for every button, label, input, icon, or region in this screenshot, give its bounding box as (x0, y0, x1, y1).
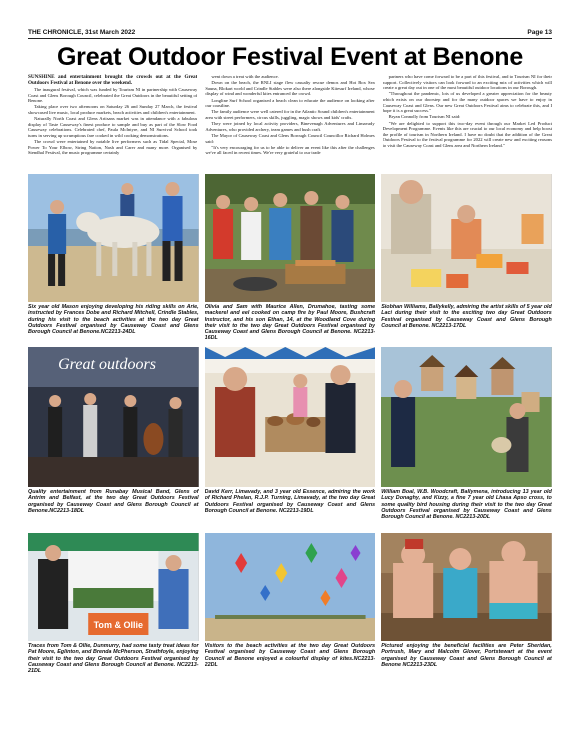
photo-music-stage (28, 347, 199, 487)
caption-campfire-cooking: Olivia and Sam with Maurice Allen, Drumahoe, tasting some mackerel and eel cooked on camp fire by Paul Moore, Bushcraft Instructor, and his son Ethan, 14, at the Woodland Cove during their visit to the two day Great Outdoors Festival organised by Causeway Coast and Glens Borough Council at Benone. NC2213-16DL (204, 304, 376, 342)
article-paragraph: partners who have come forward to be a part of this festival, and to Tourism NI for their support. Collectively visitors can look forward to an exciting mix of activities which will create a great day out in one of the most beautiful outdoor locations in our Borough. (382, 74, 552, 91)
caption-music-stage: Quality entertainment from Runabay Musical Band, Glens of Antrim and Belfast, at the two day Great Outdoors Festival organised by Causeway Coast and Glens Borough Council at Benone.NC2213-18DL (28, 489, 199, 514)
page-header (28, 27, 552, 37)
caption-row-1 (28, 302, 552, 347)
photo-food-stall (28, 533, 199, 641)
article-paragraph: Taking place over two afternoons on Saturday 26 and Sunday 27 March, the festival showcased live music, local produce markets, beach activities and children's entertainment. (28, 104, 198, 115)
photo-kites (205, 533, 376, 641)
caption-art-crafts: Siobhan Williams, Ballykelly, admiring the artist skills of 5 year old Laci during their visit to the exciting two day Great Outdoors Festival organised by Causeway Coast and Glens Borough Council at Benone. NC2213-17DL (381, 304, 552, 329)
photo-grid (28, 174, 552, 687)
photo-campfire-cooking (205, 174, 376, 302)
photo-horse-riding (28, 174, 199, 302)
stall-sign-text: Tom & Ollie (93, 620, 144, 630)
caption-food-stall: Traces from Tom & Ollie, Dunmurry, had some tasty treat ideas for Pat Moore, Eglinton, and Brenda McPherson, Strathfoyle, enjoying their visit to the two day Great Outdoors Festival organised by Causeway Coast and Glens Borough Council at Benone. NC2213-21DL (28, 643, 199, 675)
caption-kites: Visitors to the beach activities at the two day Great Outdoors Festival organised by Causeway Coast and Glens Borough Council at Benone enjoyed a colourful display of kites.NC2213-22DL (204, 643, 376, 668)
caption-wood-turning: David Kerr, Limavady, and 3 year old Essence, admiring the work of Richard Phelan, R.J.P. Turning, Limavady, at the two day Great Outdoors Festival organised by Causeway Coast and Glens Borough Council at Benone. NC2213-19DL (204, 489, 376, 514)
headline: Great Outdoor Festival Event at Benone (56, 43, 524, 71)
article-paragraph: went down a treat with the audience. (211, 74, 279, 79)
article-body (28, 74, 552, 174)
stage-banner-text: Great outdoors (58, 356, 157, 373)
photo-art-crafts (381, 174, 552, 302)
article-column-3 (383, 74, 552, 174)
article-column-1 (28, 74, 197, 174)
caption-bird-houses: William Boal, W.B. Woodcraft, Ballymena, introducing 13 year old Lucy Donaghy, and Kizzy, a fine 7 year old Lhasa Apso cross, to some quality bird housing during their visit to the two day Great Outdoors Festival organised by Causeway Coast and Glens Borough Council at Benone. NC2213-20DL (381, 489, 552, 521)
photo-row-2 (28, 347, 552, 487)
article-paragraph: The inaugural festival, which was funded by Tourism NI in partnership with Causeway Coast and Glens Borough Council, celebrated the Great Outdoors in the beautiful setting of Benone. (28, 87, 198, 104)
photo-sauna-visitors (381, 533, 552, 641)
photo-row-1 (28, 174, 552, 302)
article-column-2 (205, 74, 374, 174)
article-paragraph: Bryan Connolly from Tourism NI said: (388, 114, 461, 120)
caption-row-3 (28, 641, 552, 687)
article-paragraph: The Mayor of Causeway Coast and Glens Borough Council Councillor Richard Holmes said: (205, 132, 375, 144)
photo-bird-houses (381, 347, 552, 487)
article-paragraph: "Throughout the pandemic, lots of us developed a greater appreciation for the beauty which exists on our doorstep and for the many outdoor spaces we have to enjoy in Causeway Coast and Glens. Our new Great Outdoors Festival aims to celebrate this, and I hope it is a great success." (382, 91, 552, 114)
caption-row-2 (28, 487, 552, 533)
article-paragraph: "We are delighted to support this two-day event through our Market Led Product Development Programme. Events like this are crucial to our local economy and help boost the profile of tourism in Northern Ireland. I have no doubt that the addition of the Great Outdoors Festival to the festival programme for 2022 will create new and exciting reasons to visit the Causeway Coast and Glens area and Northern Ireland." (382, 120, 552, 148)
article-paragraph: Longline Surf School organised a beach clean to educate the audience on looking after our coastline. (205, 97, 375, 109)
article-paragraph: The family audience were well catered for in the Atlantic Sound children's entertainment area with street performers, circus skills, juggling, magic shows and kids' crafts. (205, 109, 375, 120)
article-paragraph: Naturally North Coast and Glens Artisans market was in attendance with a fabulous display of Taste Causeway's finest produce to sample and buy as part of the Slow Food Causeway celebrations. Celebrated chef, Paula McIntyre, and NI Survival School took turns in serving up scrumptious fare cooked in wild cooking demonstrations. (28, 116, 198, 138)
article-paragraph: The crowd were entertained by notable live performers such as Tidal Special, Mose Power To Your Elbow, String Nation, Nash and Carer and many more. Organised by Stendhal Festival, the music programme certainly (28, 139, 198, 156)
photo-wood-turning (205, 347, 376, 487)
page-number: Page 13 (527, 28, 552, 36)
article-paragraph: Down on the beach, the RNLI stage flew casualty rescue demos and Hot Box Sea Sauna, Blokart world and Crindle Stables were also there alongside Kitesurf Ireland, whose display of wind and wonderful kites entranced the crowd. (205, 80, 375, 97)
article-lead-paragraph: SUNSHINE and entertainment brought the crowds out at the Great Outdoors Festival at Benone over the weekend. (28, 74, 198, 87)
publication-date: THE CHRONICLE, 31st March 2022 (28, 28, 136, 36)
article-paragraph: "It's very encouraging for us to be able to deliver an event like this after the challenges we've all faced in recent times. We're very grateful to our trade (205, 144, 375, 156)
caption-horse-riding: Six year old Mason enjoying developing his riding skills on Arie, instructed by Frances Dobe and Richard Mitchell, Crindle Stables, during his visit to the beach activities at the two day Great Outdoors Festival organised by Causeway Coast and Glens Borough Council at Benone.NC2213-24DL (28, 304, 199, 336)
caption-sauna-visitors: Pictured enjoying the beneficial facilities are Peter Sheridan, Portrush, Mary and Malcolm Glover, Portstewart at the event organised by Causeway Coast and Glens Borough Council at Benone NC2213-23DL (381, 643, 552, 668)
header-divider (28, 38, 552, 39)
article-paragraph: They were joined by local activity providers, Binevenagh Adventures and Limavady Adventures, who provided archery, team games and bush craft. (205, 121, 375, 132)
photo-row-3 (28, 533, 552, 641)
